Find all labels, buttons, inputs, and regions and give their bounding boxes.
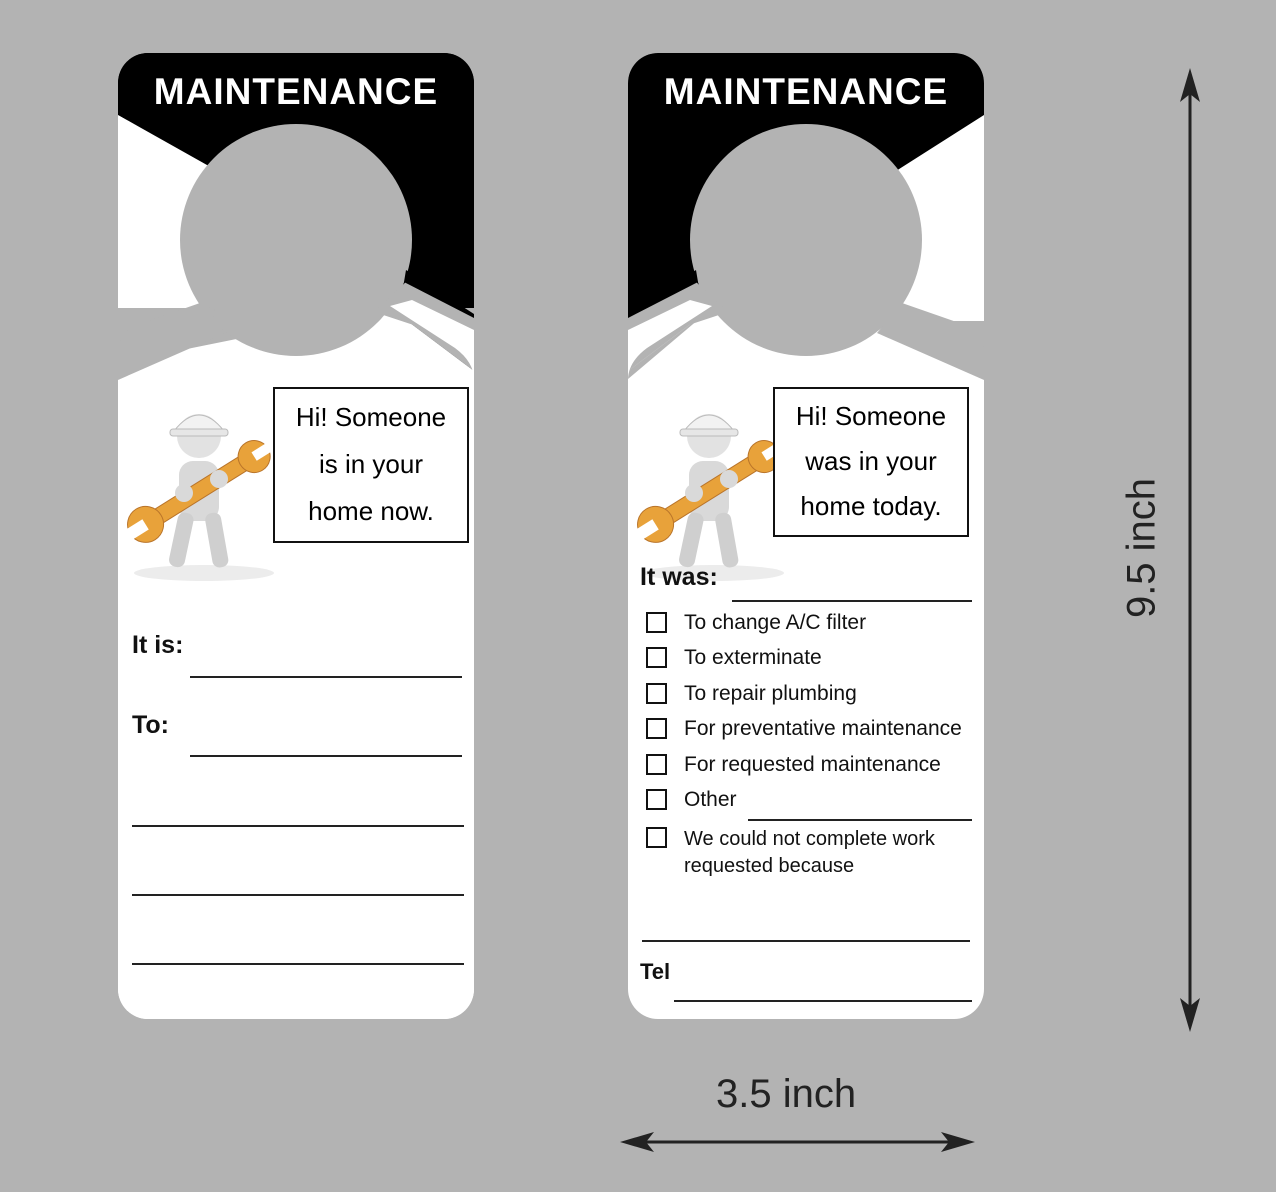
back-title: MAINTENANCE	[663, 71, 949, 112]
back-message-line: Hi! Someone	[795, 401, 947, 431]
back-message-line: was in your	[805, 446, 937, 476]
front-message-line: is in your	[318, 449, 424, 479]
width-label: 3.5 inch	[716, 1072, 857, 1116]
height-label: 9.5 inch	[1119, 477, 1164, 619]
front-message-line: Hi! Someone	[295, 402, 447, 432]
checklist-item-label: To exterminate	[684, 646, 822, 669]
checklist-item-label: For requested maintenance	[684, 753, 941, 776]
checklist-item-label: Other	[684, 788, 737, 811]
front-title: MAINTENANCE	[153, 71, 439, 112]
checklist-item-label: To change A/C filter	[684, 611, 867, 634]
front-message-line: home now.	[308, 496, 434, 526]
checklist-item-label: To repair plumbing	[684, 682, 857, 705]
field-it-is-label: It is:	[132, 631, 184, 659]
checklist-item-label: For preventative maintenance	[684, 717, 962, 740]
incomplete-line: We could not complete work	[684, 828, 935, 850]
field-to-label: To:	[132, 711, 170, 739]
back-message-line: home today.	[800, 491, 942, 521]
tel-label: Tel	[640, 959, 671, 984]
field-it-was-label: It was:	[640, 563, 718, 591]
incomplete-line: requested because	[684, 855, 855, 877]
